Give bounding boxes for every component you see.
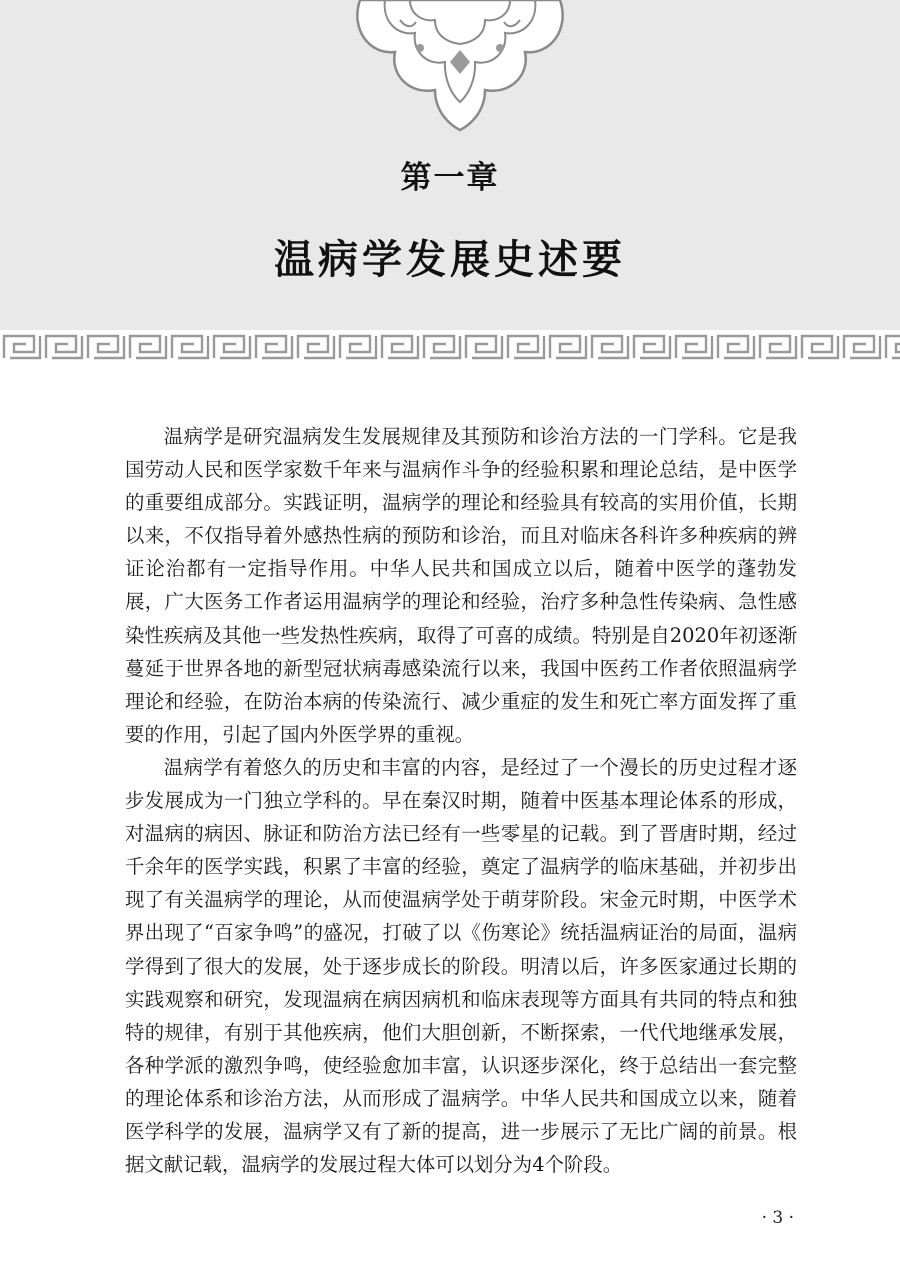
chapter-title: 温病学发展史述要 (274, 236, 626, 283)
cloud-ornament-icon (340, 0, 580, 135)
chapter-number: 第一章 (400, 160, 500, 196)
paragraph-1: 温病学是研究温病发生发展规律及其预防和诊治方法的一门学科。它是我国劳动人民和医学家数千年来与温病作斗争的经验积累和理论总结，是中医学的重要组成部分。实践证明，温病学的理论和经验具有较高的实用价值，长期以来，不仅指导着外感热性病的预防和诊治，而且对临床各科许多种疾病的辨证论治都有一定指导作用。中华人民共和国成立以后，随着中医学的蓬勃发展，广大医务工作者运用温病学的理论和经验，治疗多种急性传染病、急性感染性疾病及其他一些发热性疾病，取得了可喜的成绩。特别是自2020年初逐渐蔓延于世界各地的新型冠状病毒感染流行以来，我国中医药工作者依照温病学理论和经验，在防治本病的传染流行、减少重症的发生和死亡率方面发挥了重要的作用，引起了国内外医学界的重视。 (125, 425, 797, 746)
paragraph-2: 温病学有着悠久的历史和丰富的内容，是经过了一个漫长的历史过程才逐步发展成为一门独立学科的。早在秦汉时期，随着中医基本理论体系的形成，对温病的病因、脉证和防治方法已经有一些零星的记载。到了晋唐时期，经过千余年的医学实践，积累了丰富的经验，奠定了温病学的临床基础，并初步出现了有关温病学的理论，从而使温病学处于萌芽阶段。宋金元时期，中医学术界出现了“百家争鸣”的盛况，打破了以《伤寒论》统括温病证治的局面，温病学得到了很大的发展，处于逐步成长的阶段。明清以后，许多医家通过长期的实践观察和研究，发现温病在病因病机和临床表现等方面具有共同的特点和独特的规律，有别于其他疾病，他们大胆创新，不断探索，一代代地继承发展，各种学派的激烈争鸣，使经验愈加丰富，认识逐步深化，终于总结出一套完整的理论体系和诊治方法，从而形成了温病学。中华人民共和国成立以来，随着医学科学的发展，温病学又有了新的提高，进一步展示了无比广阔的前景。根据文献记载，温病学的发展过程大体可以划分为4个阶段。 (125, 755, 797, 1177)
chapter-header-band (0, 0, 900, 330)
chapter-body (125, 420, 797, 1181)
meander-border-decoration (0, 330, 900, 364)
page-number: · 3 · (761, 1208, 794, 1228)
